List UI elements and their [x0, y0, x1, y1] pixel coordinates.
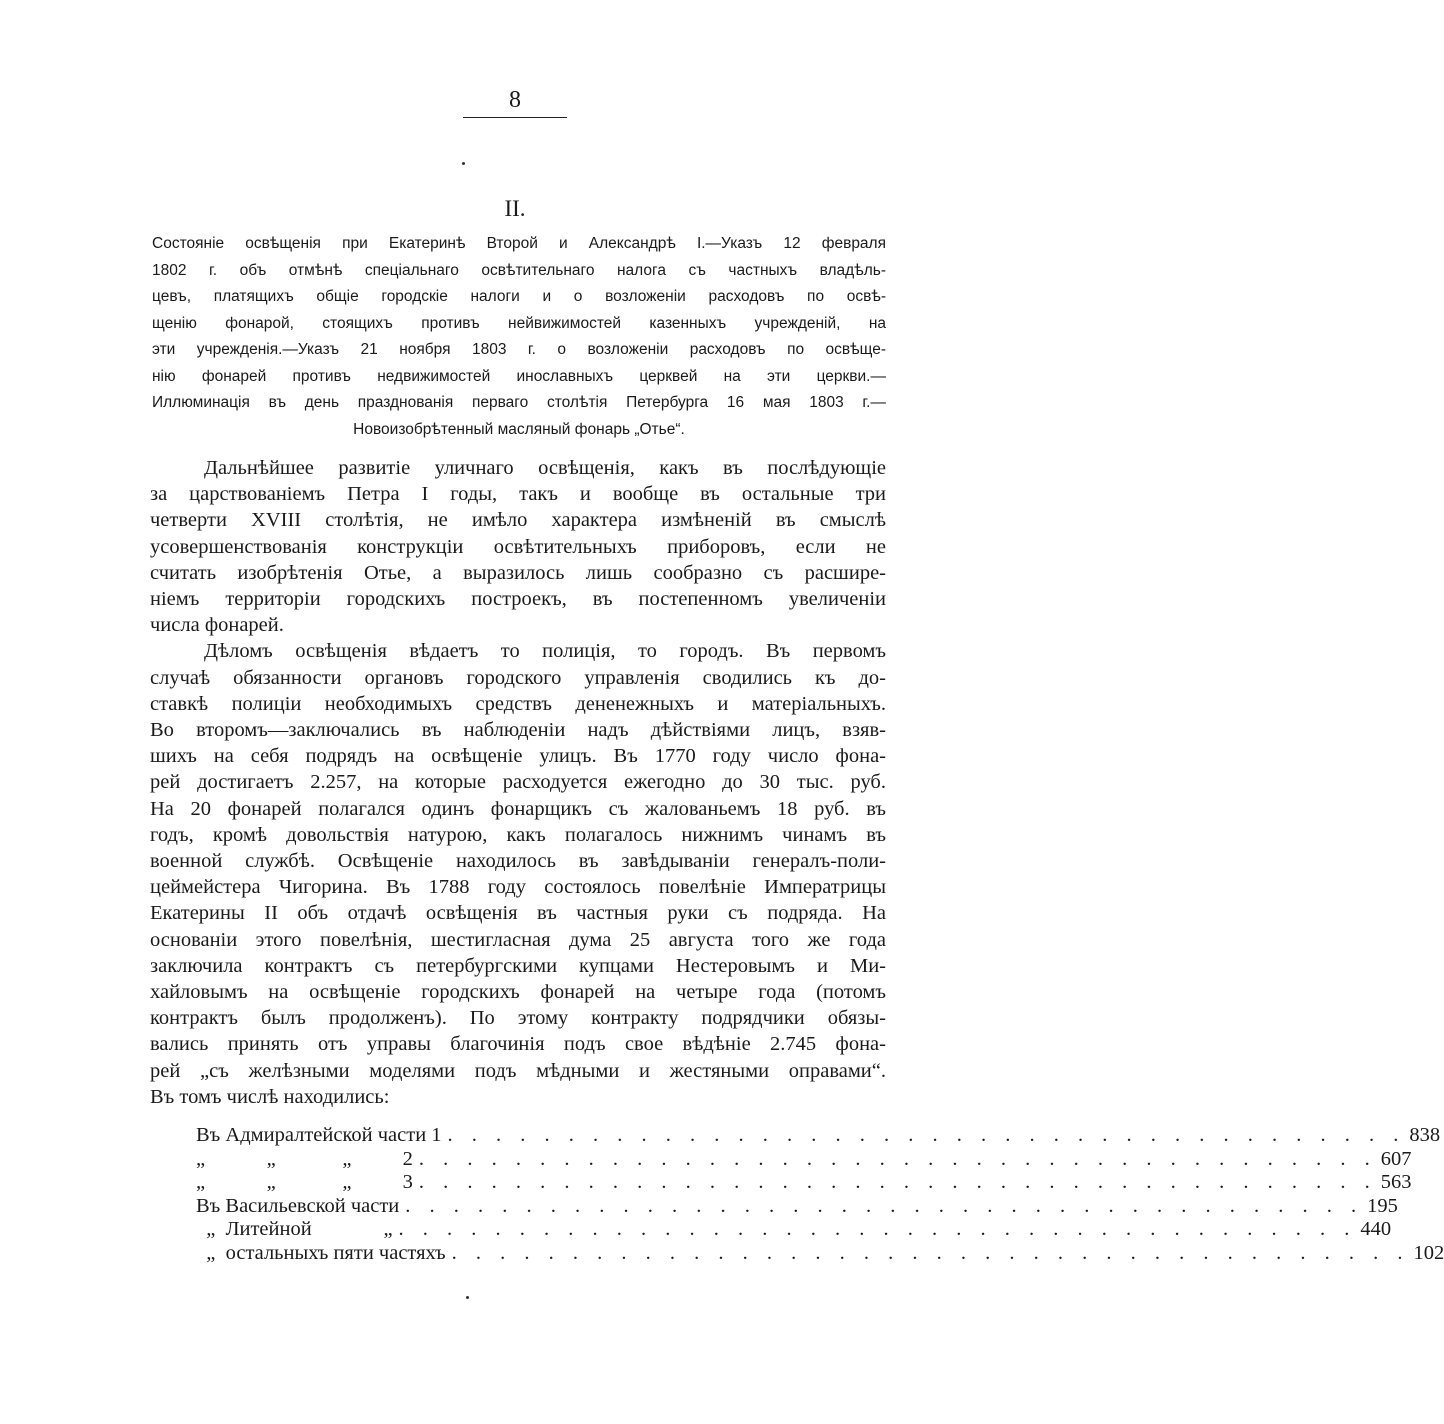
summary-line: щенію фонарой, стоящихъ противъ нейвижимостей казенныхъ учрежденій, на [152, 314, 886, 332]
body-line: шихъ на себя подрядъ на освѣщеніе улицъ. Въ 1770 году число фона- [150, 745, 886, 768]
leader-dots: . . . . . . . . . . . . . . . . . . . . . . . . . . . . . . . . . . . . . . . . [398, 1218, 1357, 1241]
body-line: военной службѣ. Освѣщеніе находилось въ завѣдываніи генералъ-поли- [150, 850, 886, 873]
leader-dots: . . . . . . . . . . . . . . . . . . . . . . . . . . . . . . . . . . . . . . . . [451, 1241, 1410, 1264]
body-line: Въ томъ числѣ находились: [150, 1085, 390, 1108]
print-speck [466, 1296, 469, 1299]
row-label: „ остальныхъ пяти частяхъ [196, 1241, 446, 1264]
table-row [196, 1194, 1398, 1219]
body-line: случаѣ обязанности органовъ городского управленія сводились къ до- [150, 666, 886, 689]
body-line: хайловымъ на освѣщеніе городскихъ фонарей на четыре года (потомъ [150, 981, 886, 1004]
chapter-number: II. [504, 196, 526, 221]
row-value: 838 [1409, 1124, 1441, 1146]
body-line: за царствованіемъ Петра I годы, такъ и вообще въ остальные три [150, 483, 886, 506]
body-line: основаніи этого повелѣнія, шестигласная дума 25 августа того же года [150, 928, 886, 951]
page-number: 8 [509, 87, 521, 113]
summary-line: Состояніе освѣщенія при Екатеринѣ Второй и Александрѣ I.—Указъ 12 февраля [152, 235, 886, 252]
chapter-summary [152, 231, 886, 443]
print-speck [462, 162, 465, 165]
table-row [196, 1218, 1392, 1242]
summary-line: Новоизобрѣтенный масляный фонарь „Отье“. [353, 420, 685, 438]
row-label: „ „ „ 2 [196, 1147, 413, 1170]
row-value: 440 [1360, 1218, 1392, 1241]
table-row [196, 1147, 1412, 1172]
body-line: ставкѣ полиціи необходимыхъ средствъ дененежныхъ и матеріальныхъ. [150, 692, 886, 715]
body-line: Во второмъ—заключались въ наблюденіи надъ дѣйствіями лицъ, взяв- [150, 719, 886, 742]
body-line: цеймейстера Чигорина. Въ 1788 году состоялось повелѣніе Императрицы [150, 876, 886, 899]
body-line: числа фонарей. [150, 614, 284, 637]
summary-line: эти учрежденія.—Указъ 21 ноября 1803 г. о возложеніи расходовъ по освѣще- [152, 341, 886, 358]
body-line: заключила контрактъ съ петербургскими купцами Нестеровымъ и Ми- [150, 954, 886, 977]
body-line: Дальнѣйшее развитіе уличнаго освѣщенія, какъ въ послѣдующіе [204, 457, 886, 479]
body-line: контрактъ былъ продолженъ). По этому контракту подрядчики обязы- [150, 1007, 886, 1030]
row-label: „ Литейной „ [196, 1218, 393, 1241]
summary-line: нію фонарей противъ недвижимостей инославныхъ церквей на эти церкви.— [152, 367, 886, 385]
body-line: усовершенствованія конструкціи освѣтительныхъ приборовъ, если не [150, 535, 886, 558]
body-line: На 20 фонарей полагался одинъ фонарщикъ съ жалованьемъ 18 руб. въ [150, 797, 886, 820]
summary-line: цевъ, платящихъ общіе городскіе налоги и о возложеніи расходовъ по освѣ- [152, 288, 886, 305]
row-label: Въ Васильевской части [196, 1194, 400, 1217]
body-line: Екатерины II объ отдачѣ освѣщенія въ частныя руки съ подряда. На [150, 902, 886, 925]
body-text [150, 455, 886, 1110]
body-line: рей „съ желѣзными моделями подъ мѣдными и жестяными оправами“. [150, 1059, 886, 1082]
body-line: ніемъ территоріи городскихъ построекъ, въ постепенномъ увеличеніи [150, 588, 886, 611]
row-label: „ „ „ 3 [196, 1171, 413, 1194]
body-line: Дѣломъ освѣщенія вѣдаетъ то полиція, то городъ. Въ первомъ [204, 640, 886, 663]
body-line: рей достигаетъ 2.257, на которые расходуется ежегодно до 30 тыс. руб. [150, 771, 886, 794]
leader-dots: . . . . . . . . . . . . . . . . . . . . . . . . . . . . . . . . . . . . . . . . [447, 1124, 1406, 1146]
body-line: вались принять отъ управы благочинія подъ свое вѣдѣніе 2.745 фона- [150, 1033, 886, 1056]
table-row [196, 1241, 1444, 1266]
summary-line: 1802 г. объ отмѣнѣ спеціальнаго освѣтительнаго налога съ частныхъ владѣль- [152, 261, 886, 279]
summary-line: Иллюминація въ день празднованія перваго столѣтія Петербурга 16 мая 1803 г.— [152, 394, 886, 411]
lantern-count-table [196, 1124, 1444, 1266]
row-value: 195 [1367, 1194, 1398, 1217]
row-value: 102 [1413, 1241, 1444, 1264]
row-value: 607 [1380, 1147, 1412, 1170]
page-number-rule [463, 117, 567, 118]
table-row [196, 1124, 1441, 1148]
leader-dots: . . . . . . . . . . . . . . . . . . . . . . . . . . . . . . . . . . . . . . . . [418, 1171, 1377, 1194]
table-row [196, 1171, 1412, 1195]
row-label: Въ Адмиралтейской части 1 [196, 1124, 442, 1146]
body-line: годъ, кромѣ довольствія натурою, какъ полагалось нижнимъ чинамъ въ [150, 823, 886, 846]
leader-dots: . . . . . . . . . . . . . . . . . . . . . . . . . . . . . . . . . . . . . . . . [418, 1147, 1377, 1170]
row-value: 563 [1380, 1171, 1412, 1194]
body-line: четверти XVIII столѣтія, не имѣло характера измѣненій въ смыслѣ [150, 509, 886, 532]
leader-dots: . . . . . . . . . . . . . . . . . . . . . . . . . . . . . . . . . . . . . . . . [405, 1194, 1364, 1217]
body-line: считать изобрѣтенія Отье, а выразилось лишь сообразно съ расшире- [150, 561, 886, 584]
